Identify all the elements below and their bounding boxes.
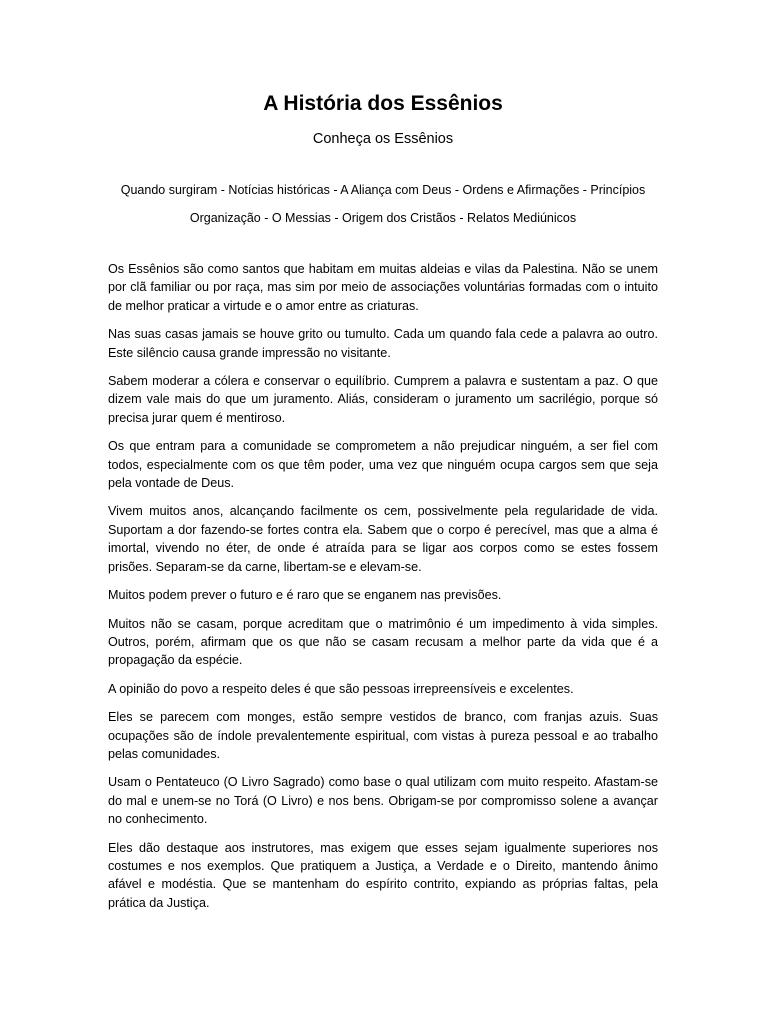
paragraph: Muitos não se casam, porque acreditam que o matrimônio é um impedimento à vida simples. Outros, porém, afirmam que os que não se casam recusam a melhor parte da vida que é a propagação da espécie. — [108, 616, 658, 668]
paragraph: Os que entram para a comunidade se comprometem a não prejudicar ninguém, a ser fiel com todos, especialmente com os que têm poder, uma vez que ninguém ocupa cargos sem que seja pela vontade de Deus. — [108, 439, 658, 491]
paragraph: Sabem moderar a cólera e conservar o equilíbrio. Cumprem a palavra e sustentam a paz. O que dizem vale mais do que um juramento. Aliás, consideram o juramento um sacrilégio, porque só precisa jurar quem é mentiroso. — [108, 374, 658, 425]
article-body — [108, 260, 658, 912]
paragraph: Usam o Pentateuco (O Livro Sagrado) como base o qual utilizam com muito respeito. Afastam-se do mal e unem-se no Torá (O Livro) e nos bens. Obrigam-se por compromisso solene a avançar no conhecimento. — [108, 775, 658, 827]
page-subtitle: Conheça os Essênios — [312, 131, 454, 147]
paragraph: Nas suas casas jamais se houve grito ou tumulto. Cada um quando fala cede a palavra ao outro. Este silêncio causa grande impressão no visitante. — [108, 327, 658, 360]
paragraph: Muitos podem prever o futuro e é raro que se enganem nas previsões. — [108, 588, 502, 603]
paragraph: Vivem muitos anos, alcançando facilmente os cem, possivelmente pela regularidade de vida. Suportam a dor fazendo-se fortes contra ela. Sabem que o corpo é perecível, mas que a alma é imortal, vivendo no éter, de onde é atraída para se ligar aos corpos como se estes fossem prisões. Separam-se da carne, libertam-se e elevam-se. — [108, 504, 658, 574]
page-title: A História dos Essênios — [263, 92, 503, 115]
topic-links-line-2: Organização - O Messias - Origem dos Cristãos - Relatos Mediúnicos — [189, 211, 577, 225]
paragraph: Eles se parecem com monges, estão sempre vestidos de branco, com franjas azuis. Suas ocupações são de índole prevalentemente espiritual, com vistas à pureza pessoal e ao trabalho pelas comunidades. — [108, 710, 658, 761]
paragraph: A opinião do povo a respeito deles é que são pessoas irrepreensíveis e excelentes. — [108, 681, 574, 696]
paragraph: Os Essênios são como santos que habitam em muitas aldeias e vilas da Palestina. Não se unem por clã familiar ou por raça, mas sim por meio de associações voluntárias formadas com o intuito de melhor praticar a virtude e o amor entre as criaturas. — [108, 262, 658, 313]
topic-links-line-1: Quando surgiram - Notícias históricas - A Aliança com Deus - Ordens e Afirmações - Princípios — [120, 183, 646, 197]
paragraph: Eles dão destaque aos instrutores, mas exigem que esses sejam igualmente superiores nos costumes e nos exemplos. Que pratiquem a Justiça, a Verdade e o Direito, mantendo ânimo afável e modéstia. Que se mantenham do espírito contrito, expiando as próprias faltas, pela prática da Justiça. — [108, 840, 658, 910]
